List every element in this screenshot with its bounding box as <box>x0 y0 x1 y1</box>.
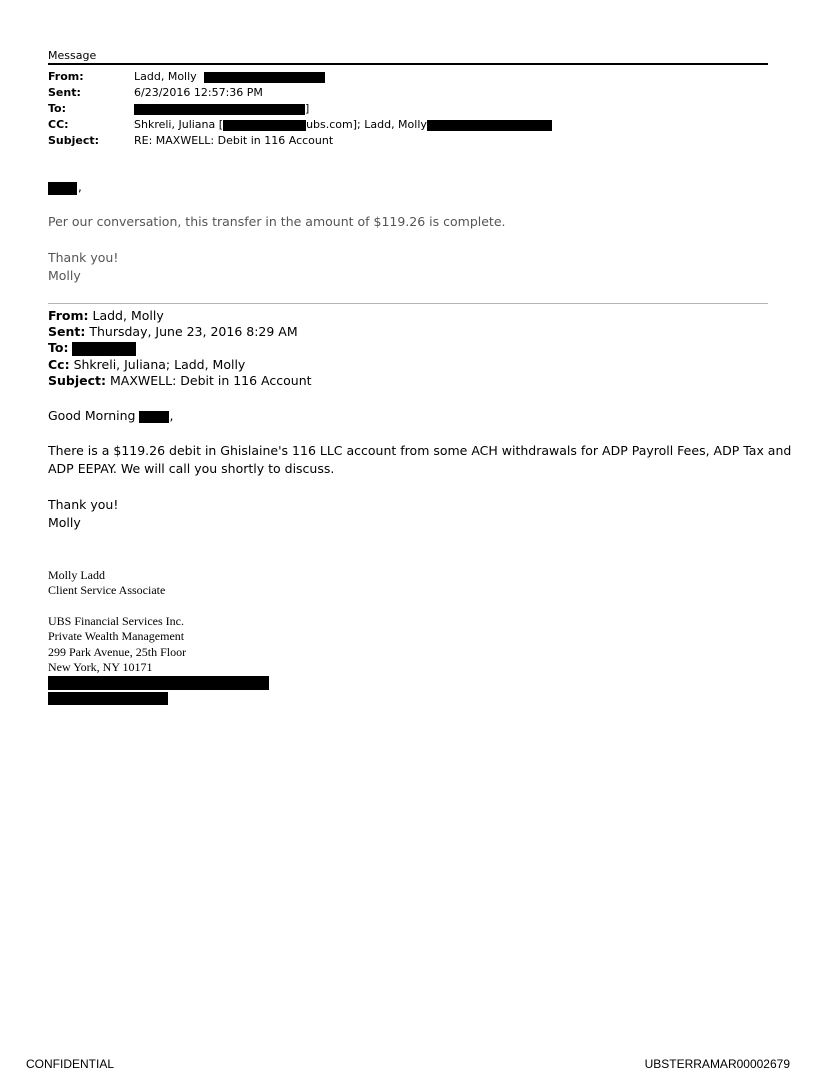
quoted-sent-label: Sent: <box>48 324 86 339</box>
quoted-greeting-row <box>48 407 173 425</box>
reply-signoff: Molly <box>48 268 81 283</box>
header-cc-row <box>48 117 552 132</box>
salutation-comma: , <box>78 180 82 194</box>
quoted-from-row <box>48 308 164 324</box>
header-from-row <box>48 69 325 84</box>
cc-label: CC: <box>48 118 69 131</box>
sent-value: 6/23/2016 12:57:36 PM <box>134 86 263 99</box>
quoted-to-row <box>48 340 136 356</box>
quoted-paragraph-line2: ADP EEPAY. We will call you shortly to discuss. <box>48 461 335 476</box>
quoted-divider <box>48 303 768 304</box>
quoted-from-label: From: <box>48 308 89 323</box>
signature-division: Private Wealth Management <box>48 629 185 643</box>
quoted-thanks: Thank you! <box>48 497 119 512</box>
footer-bates-number: UBSTERRAMAR00002679 <box>644 1057 790 1071</box>
redaction-bar <box>427 120 552 131</box>
to-label: To: <box>48 102 66 115</box>
redaction-bar <box>134 104 305 115</box>
reply-thanks: Thank you! <box>48 250 119 265</box>
quoted-paragraph-line1: There is a $119.26 debit in Ghislaine's 116 LLC account from some ACH withdrawals for ADP Payroll Fees, ADP Tax and <box>48 443 792 458</box>
from-value: Ladd, Molly <box>134 70 197 83</box>
redaction-bar <box>139 411 169 423</box>
cc-mid: ubs.com]; Ladd, Molly <box>306 118 427 131</box>
message-label: Message <box>48 49 97 62</box>
quoted-subject-value: MAXWELL: Debit in 116 Account <box>109 373 312 388</box>
signature-redaction-1 <box>48 676 269 690</box>
quoted-greeting-comma: , <box>169 408 174 423</box>
signature-address1: 299 Park Avenue, 25th Floor <box>48 645 187 659</box>
redaction-bar <box>72 342 136 356</box>
footer-confidential: CONFIDENTIAL <box>26 1057 115 1071</box>
cc-name1: Shkreli, Juliana [ <box>134 118 224 131</box>
reply-line: Per our conversation, this transfer in the amount of $119.26 is complete. <box>48 214 506 229</box>
quoted-subject-row <box>48 373 312 389</box>
subject-label: Subject: <box>48 134 100 147</box>
subject-value: RE: MAXWELL: Debit in 116 Account <box>134 134 334 147</box>
signature-redaction-2 <box>48 692 168 705</box>
quoted-cc-label: Cc: <box>48 357 70 372</box>
header-subject-row <box>48 133 333 148</box>
signature-title: Client Service Associate <box>48 583 166 597</box>
signature-name: Molly Ladd <box>48 568 105 582</box>
redaction-bar <box>223 120 306 131</box>
signature-company: UBS Financial Services Inc. <box>48 614 184 628</box>
signature-address2: New York, NY 10171 <box>48 660 153 674</box>
quoted-subject-label: Subject: <box>48 373 106 388</box>
from-label: From: <box>48 70 84 83</box>
header-to-row <box>48 101 309 116</box>
quoted-sent-value: Thursday, June 23, 2016 8:29 AM <box>89 324 298 339</box>
quoted-greeting: Good Morning <box>48 408 136 423</box>
quoted-to-label: To: <box>48 340 69 355</box>
to-suffix: ] <box>305 102 310 115</box>
header-rule <box>48 63 768 65</box>
salutation-redaction <box>48 182 77 195</box>
header-sent-row <box>48 85 263 100</box>
quoted-cc-row <box>48 357 245 373</box>
quoted-signoff: Molly <box>48 515 81 530</box>
redaction-bar <box>204 72 325 83</box>
quoted-from-value: Ladd, Molly <box>92 308 164 323</box>
sent-label: Sent: <box>48 86 81 99</box>
quoted-sent-row <box>48 324 298 340</box>
quoted-cc-value: Shkreli, Juliana; Ladd, Molly <box>73 357 246 372</box>
